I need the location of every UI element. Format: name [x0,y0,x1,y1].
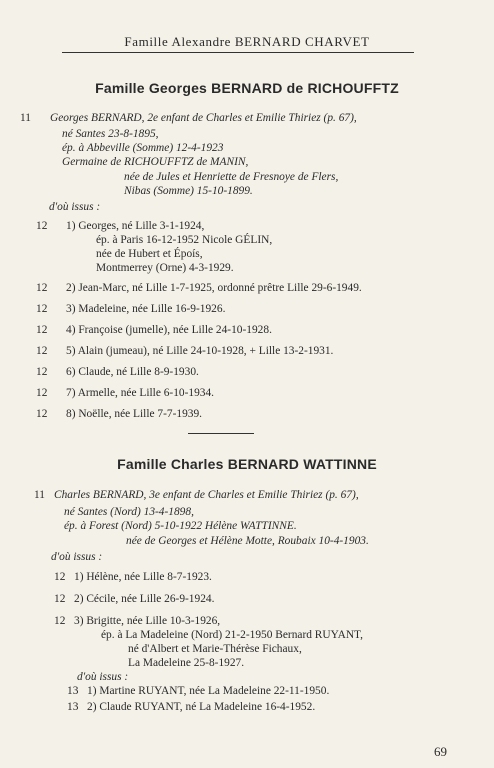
entry-head-line: née de Georges et Hélène Motte, Roubaix 10-4-1903. [126,535,369,547]
child-entry: 12 3) Brigitte, née Lille 10-3-1926, [54,615,221,627]
running-head: Famille Alexandre BERNARD CHARVET [124,34,370,49]
issue-label: d'où issus : [51,551,103,563]
entry-head-line: Germaine de RICHOUFFTZ de MANIN, [62,156,249,168]
generation-number: 12 [36,220,48,232]
entry-head-line: ép. à Abbeville (Somme) 12-4-1923 [62,142,224,154]
entry-head-line: 11 Charles BERNARD, 3e enfant de Charles et Emilie Thiriez (p. 67), [34,489,359,501]
child-entry-line: Montmerrey (Orne) 4-3-1929. [96,262,234,274]
entry-head-line: né Santes 23-8-1895, [62,128,159,140]
grandchild-entry: 13 1) Martine RUYANT, née La Madeleine 22-11-1950. [67,685,330,697]
entry-head-line: née de Jules et Henriette de Fresnoye de Flers, [124,171,339,183]
child-entry-line: né d'Albert et Marie-Thérèse Fichaux, [128,643,302,655]
child-entry: 12 6) Claude, né Lille 8-9-1930. [36,366,199,378]
child-entry: 12 2) Jean-Marc, né Lille 1-7-1925, ordonné prêtre Lille 29-6-1949. [36,282,362,294]
page-number: 69 [434,744,447,759]
section-divider [188,433,254,434]
child-entry: 12 4) Françoise (jumelle), née Lille 24-10-1928. [36,324,272,336]
child-entry: 12 3) Madeleine, née Lille 16-9-1926. [36,303,226,315]
grandchild-entry: 13 2) Claude RUYANT, né La Madeleine 16-4-1952. [67,701,316,713]
child-entry-line: ép. à La Madeleine (Nord) 21-2-1950 Bernard RUYANT, [101,629,364,641]
child-entry: 12 8) Noëlle, née Lille 7-7-1939. [36,408,203,420]
child-entry: 12 1) Georges, né Lille 3-1-1924, [36,220,205,232]
section-title-georges: Famille Georges BERNARD de RICHOUFFTZ [95,80,399,96]
child-entry-line: La Madeleine 25-8-1927. [128,657,245,669]
section-title-charles: Famille Charles BERNARD WATTINNE [117,456,377,472]
generation-number: 11 [20,112,31,124]
generation-number: 11 [34,489,45,501]
child-entry: 12 7) Armelle, née Lille 6-10-1934. [36,387,215,399]
issue-label: d'où issus : [49,201,101,213]
entry-head-line: né Santes (Nord) 13-4-1898, [64,506,194,518]
child-entry: 12 1) Hélène, née Lille 8-7-1923. [54,571,212,583]
entry-head-line: ép. à Forest (Nord) 5-10-1922 Hélène WATTINNE. [64,520,297,532]
entry-head-line: Nibas (Somme) 15-10-1899. [124,185,253,197]
header-rule [62,52,414,53]
issue-label: d'où issus : [77,671,129,683]
child-entry-line: née de Hubert et Époís, [96,248,203,260]
child-entry: 12 2) Cécile, née Lille 26-9-1924. [54,593,215,605]
child-entry-line: ép. à Paris 16-12-1952 Nicole GÉLIN, [96,234,273,246]
child-entry: 12 5) Alain (jumeau), né Lille 24-10-1928, + Lille 13-2-1931. [36,345,334,357]
entry-head-line: 11 Georges BERNARD, 2e enfant de Charles et Emilie Thiriez (p. 67), [20,112,357,124]
